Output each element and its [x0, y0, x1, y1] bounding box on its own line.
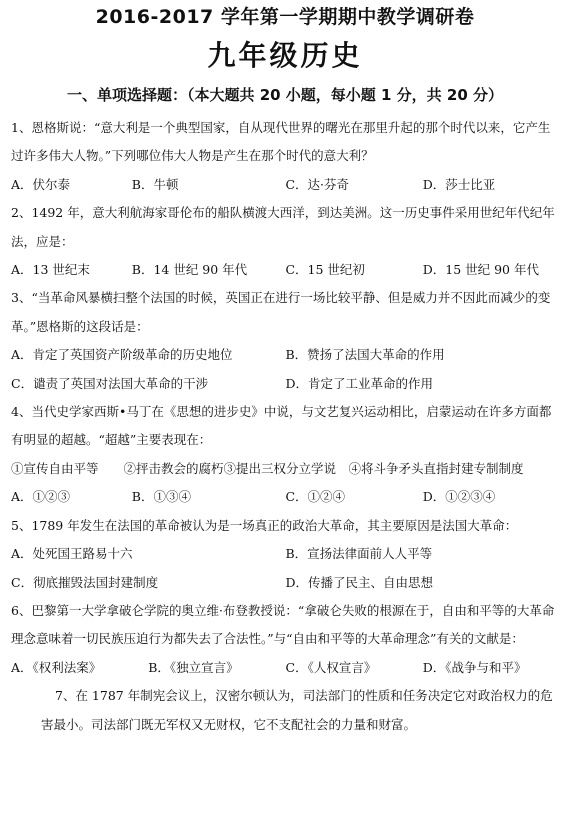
option-a: A．①②③: [11, 489, 71, 505]
question-5-options-row-2: [11, 569, 560, 597]
option-c: C．谴责了英国对法国大革命的干涉: [11, 375, 209, 391]
question-6-options: [11, 654, 560, 682]
question-5-options-row-1: [11, 540, 560, 568]
option-a: A．13 世纪末: [11, 262, 90, 278]
option-b: B．14 世纪 90 年代: [131, 262, 248, 278]
question-4-statements: ①宣传自由平等 ②抨击教会的腐朽③提出三权分立学说 ④将斗争矛头直指封建专制制度: [11, 460, 524, 476]
option-a: A．肯定了英国资产阶级革命的历史地位: [11, 347, 233, 363]
question-2-text: 2、1492 年，意大利航海家哥伦布的船队横渡大西洋，到达美洲。这一历史事件采用世纪年代纪年法，应是：: [11, 205, 555, 249]
question-4-text: 4、当代史学家西斯•马丁在《思想的进步史》中说，与文艺复兴运动相比，启蒙运动在许多方面都有明显的超越。“超越”主要表现在：: [11, 404, 552, 448]
question-1-options: [11, 171, 560, 199]
question-4-options: [11, 483, 560, 511]
option-b: B．宣扬法律面前人人平等: [285, 546, 433, 562]
option-c: C．彻底摧毁法国封建制度: [11, 574, 159, 590]
option-a: A．《权利法案》: [11, 659, 102, 675]
option-d: D．①②③④: [422, 489, 496, 505]
question-1-text: 1、恩格斯说：“意大利是一个典型国家，自从现代世界的曙光在那里升起的那个时代以来，它产生过许多伟大人物。”下列哪位伟大人物是产生在那个时代的意大利？: [11, 120, 551, 164]
section-heading: 一、单项选择题：（本大题共 20 小题，每小题 1 分，共 20 分）: [66, 86, 504, 104]
option-b: B．①③④: [131, 489, 191, 505]
option-d: D．莎士比亚: [422, 176, 496, 192]
question-3-text: 3、“当革命风暴横扫整个法国的时候，英国正在进行一场比较平静、但是威力并不因此而减少的变革。”恩格斯的这段话是：: [11, 290, 551, 334]
option-b: B．赞扬了法国大革命的作用: [285, 347, 445, 363]
question-7-text: 7、在 1787 年制宪会议上，汉密尔顿认为，司法部门的性质和任务决定它对政治权力的危害最小。司法部门既无军权又无财权，它不支配社会的力量和财富。: [41, 688, 553, 732]
option-d: D．15 世纪 90 年代: [422, 262, 539, 278]
question-3-options-row-1: [11, 341, 560, 369]
question-list: [11, 114, 560, 739]
option-a: A．处死国王路易十六: [11, 546, 133, 562]
option-b: B．《独立宣言》: [148, 659, 239, 675]
option-b: B．牛顿: [131, 176, 179, 192]
exam-subject: 九年级历史: [207, 39, 363, 72]
option-c: C．《人权宣言》: [285, 659, 377, 675]
option-d: D．传播了民主、自由思想: [285, 574, 434, 590]
option-d: D．《战争与和平》: [422, 659, 527, 675]
option-c: C．①②④: [285, 489, 346, 505]
question-6-text: 6、巴黎第一大学拿破仑学院的奥立维·布登教授说：“拿破仑失败的根源在于，自由和平等的大革命理念意味着一切民族压迫行为都失去了合法性。”与“自由和平等的大革命理念”有关的文献是：: [11, 602, 555, 647]
question-2-options: [11, 256, 560, 284]
option-c: C．达·芬奇: [285, 176, 350, 192]
question-5-text: 5、1789 年发生在法国的革命被认为是一场真正的政治大革命，其主要原因是法国大革命：: [11, 517, 518, 533]
question-3-options-row-2: [11, 370, 560, 398]
option-d: D．肯定了工业革命的作用: [285, 375, 434, 391]
option-c: C．15 世纪初: [285, 262, 365, 278]
exam-title: 2016-2017 学年第一学期期中教学调研卷: [95, 6, 475, 28]
option-a: A．伏尔泰: [11, 176, 71, 192]
